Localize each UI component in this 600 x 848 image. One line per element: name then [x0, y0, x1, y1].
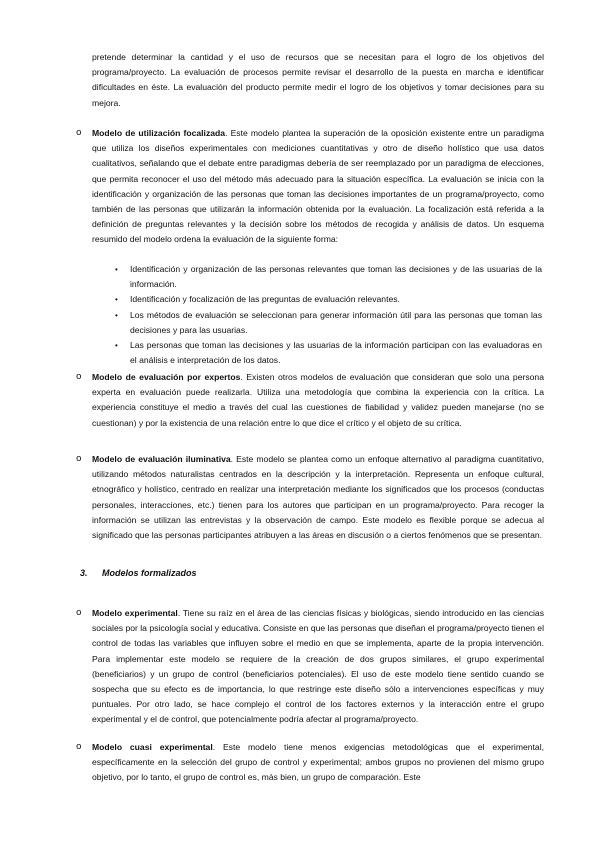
- model-cuasi-title: Modelo cuasi experimental: [92, 742, 213, 752]
- bullet-marker: o: [76, 454, 82, 464]
- model-focalizada-title: Modelo de utilización focalizada: [92, 128, 226, 138]
- model-experimental-text: . Tiene su raíz en el área de las ciencias físicas y biológicas, siendo introducido en las ciencias sociales por la psicología social y educativa. Consiste en que las personas que diseñan el programa/proyecto tienen el control de todas las variables que influyen sobre el medio en que se implementa, aparte de la propia intervención. Para implementar este modelo se requiere de la creación de dos grupos similares, el grupo experimental (beneficiarios) y un grupo de control (beneficiarios potenciales). El uso de este modelo tiene sentido cuando se sospecha que su efecto es de importancia, lo que restringe este diseño sólo a intervenciones específicas y muy puntuales. Por otro lado, se hace complejo el control de los factores externos y la interacción entre el grupo experimental y el de control, que potencialmente podría afectar al programa/proyecto.: [92, 608, 545, 725]
- list-item: • Las personas que toman las decisiones y las usuarias de la información participan con las evaluadoras en el análisis e interpretación de los datos.: [115, 340, 542, 366]
- list-item: • Los métodos de evaluación se seleccionan para generar información útil para las personas que toman las decisiones y para las usuarias.: [115, 309, 542, 335]
- model-iluminativa-title: Modelo de evaluación iluminativa: [92, 454, 231, 464]
- list-bullet: •: [115, 341, 118, 351]
- bullet-marker: o: [76, 742, 82, 752]
- bullet-marker: o: [76, 128, 82, 138]
- model-expertos-text: . Existen otros modelos de evaluación que consideran que solo una persona experta en evaluación puede realizarla. Utiliza una metodología que combina la experiencia con la crítica. La experiencia constituye el medio a través del cual las cuestiones de fiabilidad y validez pueden manejarse (no se cuestionan) y por la existencia de una relación entre lo que dice el crítico y el objeto de su crítica.: [92, 372, 544, 428]
- list-item: • Identificación y focalización de las preguntas de evaluación relevantes.: [130, 292, 542, 307]
- section-number: 3.: [80, 568, 88, 578]
- model-expertos-title: Modelo de evaluación por expertos: [92, 372, 241, 382]
- list-bullet: •: [115, 295, 118, 305]
- bullet-marker: o: [76, 372, 82, 382]
- bullet-marker: o: [76, 608, 82, 618]
- model-expertos-paragraph: [92, 370, 544, 431]
- model-experimental-paragraph: [92, 606, 544, 728]
- list-item: • Identificación y organización de las personas relevantes que toman las decisiones y de las usuarias de la información.: [115, 264, 542, 290]
- model-iluminativa-text: . Este modelo se plantea como un enfoque alternativo al paradigma cuantitativo, utilizando métodos naturalistas centrados en la descripción y la interpretación. Representa un enfoque cultural, etnográfico y holístico, centrado en realizar una interpretación mediante los significados que los procesos (conductas personales, interacciones, etc.) tienen para los autores que participan en un programa/proyecto. Para recoger la información se utilizan las entrevistas y la observación de campo. Este modelo es flexible porque se adecua al significado que las personas participantes atribuyen a las áreas en discusión o a ciertos fenómenos que se presentan.: [92, 454, 545, 541]
- list-bullet: •: [115, 265, 118, 274]
- model-cuasi-paragraph: [92, 740, 544, 786]
- section-heading: [80, 568, 197, 578]
- section-title: Modelos formalizados: [102, 568, 197, 578]
- list-bullet: •: [115, 310, 118, 320]
- model-focalizada-paragraph: [92, 126, 544, 248]
- model-cuasi-text: . Este modelo tiene menos exigencias metodológicas que el experimental, específicamente en la selección del grupo de control y experimental; ambos grupos no provienen del mismo grupo objetivo, por lo tanto, el grupo de control es, más bien, un grupo de comparación. Este: [92, 742, 545, 783]
- model-focalizada-text: . Este modelo plantea la superación de la oposición existente entre un paradigma que utiliza los diseños experimentales con mediciones cuantitativas y otro de diseño holístico que usa datos cualitativos, señalando que el debate entre paradigmas debería de ser reemplazado por un paradigma de elecciones, que permita reconocer el uso del método más adecuado para la situación específica. La evaluación se inicia con la identificación y organización de las personas que toman las decisiones importantes de un programa/proyecto, como también de las personas que utilizarán la información obtenida por la evaluación. La focalización está referida a la definición de preguntas relevantes y la decisión sobre los métodos de recogida y análisis de datos. Un esquema resumido del modelo ordena la evaluación de la siguiente forma:: [92, 128, 544, 245]
- model-experimental-title: Modelo experimental: [92, 608, 178, 618]
- model-iluminativa-paragraph: [92, 452, 544, 543]
- intro-paragraph: pretende determinar la cantidad y el uso de recursos que se necesitan para el logro de los objetivos del programa/proyecto. La evaluación de procesos permite revisar el desarrollo de la puesta en marcha e identificar dificultades en éste. La evaluación del producto permite medir el logro de los objetivos y tomar decisiones para su mejora.: [92, 52, 544, 108]
- focalizada-steps-list: [115, 262, 542, 368]
